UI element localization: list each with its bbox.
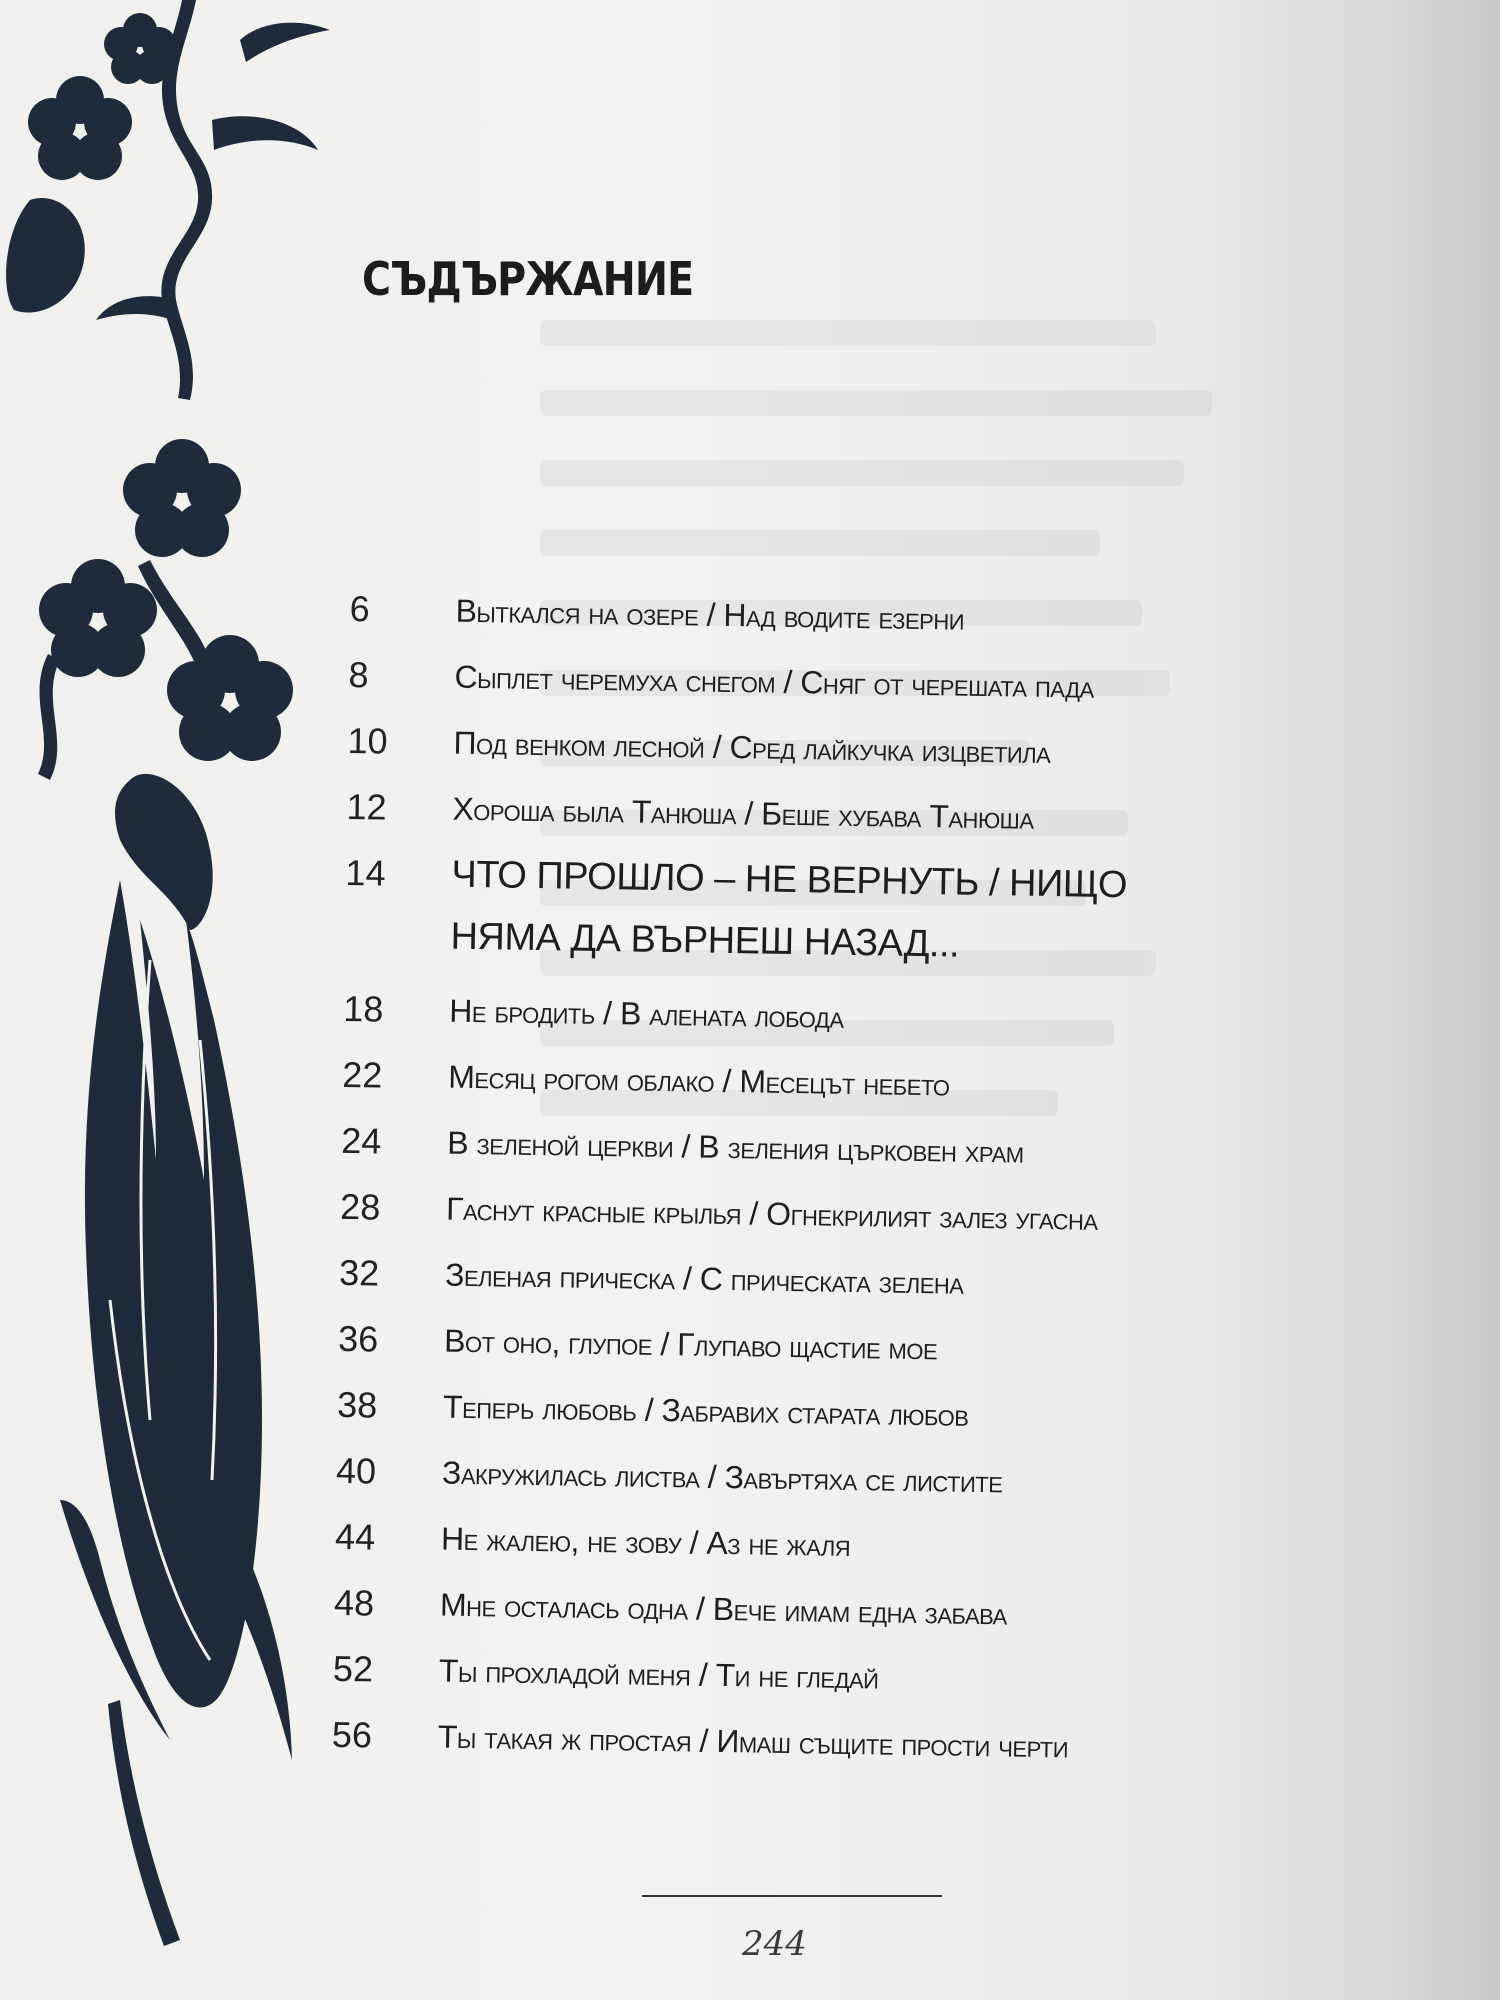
toc-title: Зеленая прическа / С прическата зелена	[444, 1256, 964, 1301]
toc-title: Гаснут красные крылья / Огнекрилият залез угасна	[445, 1190, 1098, 1237]
toc-entry	[344, 850, 1346, 982]
toc-title: Вот оно, глупое / Глупаво щастие мое	[443, 1322, 938, 1367]
toc-entry	[335, 1514, 1336, 1576]
toc-page-number: 28	[339, 1185, 381, 1228]
toc-title: В зеленой церкви / В зеления църковен храм	[446, 1124, 1024, 1170]
toc-page-number: 10	[347, 719, 388, 762]
toc-entry	[346, 784, 1347, 846]
toc-entry	[336, 1448, 1337, 1510]
toc-entry	[339, 1250, 1340, 1312]
toc-entry	[342, 1052, 1343, 1114]
page-number: 244	[742, 1924, 807, 1964]
toc-page-number: 44	[334, 1515, 376, 1558]
toc-title: Не бродить / В алената лобода	[449, 992, 844, 1035]
toc-title: Хороша была Танюша / Беше хубава Танюша	[452, 790, 1034, 836]
toc-page-number: 14	[345, 851, 386, 894]
toc-entry	[347, 718, 1348, 780]
toc-page-number: 32	[338, 1251, 380, 1294]
toc-page-number: 36	[337, 1317, 379, 1360]
toc-entry	[340, 1184, 1341, 1246]
toc-entry	[341, 1118, 1342, 1180]
toc-title: Не жалею, не зову / Аз не жаля	[440, 1520, 851, 1563]
toc-entry	[333, 1646, 1334, 1708]
toc-entry	[343, 986, 1344, 1048]
page-title: СЪДЪРЖАНИЕ	[362, 252, 694, 306]
toc-page-number: 12	[346, 785, 387, 828]
toc-entry	[338, 1316, 1339, 1378]
toc-title: Выткался на озере / Над водите езерни	[455, 592, 965, 637]
toc-title: Под венком лесной / Сред лайкучка изцветила	[453, 724, 1051, 771]
toc-title: Теперь любовь / Забравих старата любов	[442, 1388, 969, 1433]
toc-entry	[348, 652, 1349, 714]
toc-page-number: 38	[336, 1383, 378, 1426]
toc-title: Сыплет черемуха снегом / Сняг от черешата пада	[454, 658, 1095, 705]
toc-page-number: 22	[342, 1053, 383, 1096]
toc-page-number: 56	[331, 1713, 373, 1756]
footer-rule	[642, 1895, 942, 1897]
toc-page-number: 8	[348, 653, 369, 696]
toc-entry	[334, 1580, 1335, 1642]
toc-page-number: 18	[343, 987, 384, 1030]
toc-page-number: 24	[340, 1119, 382, 1162]
table-of-contents	[331, 586, 1350, 1794]
toc-entry	[332, 1712, 1333, 1774]
toc-title: Ты такая ж простая / Имаш същите прости черти	[437, 1718, 1069, 1765]
toc-title: ЧТО ПРОШЛО – НЕ ВЕРНУТЬ / НИЩО НЯМА ДА ВЪРНЕШ НАЗАД...	[450, 853, 1128, 966]
toc-title: Ты прохладой меня / Ти не гледай	[438, 1652, 879, 1696]
toc-page-number: 48	[333, 1581, 375, 1624]
toc-title: Месяц рогом облако / Месецът небето	[448, 1058, 950, 1103]
toc-page-number: 52	[332, 1647, 374, 1690]
toc-entry	[337, 1382, 1338, 1444]
floral-ornament-icon	[0, 0, 340, 1960]
toc-page-number: 6	[349, 587, 370, 630]
toc-title: Мне осталась одна / Вече имам една забава	[439, 1586, 1008, 1632]
toc-page-number: 40	[335, 1449, 377, 1492]
toc-title: Закружилась листва / Завъртяха се листите	[441, 1454, 1003, 1500]
